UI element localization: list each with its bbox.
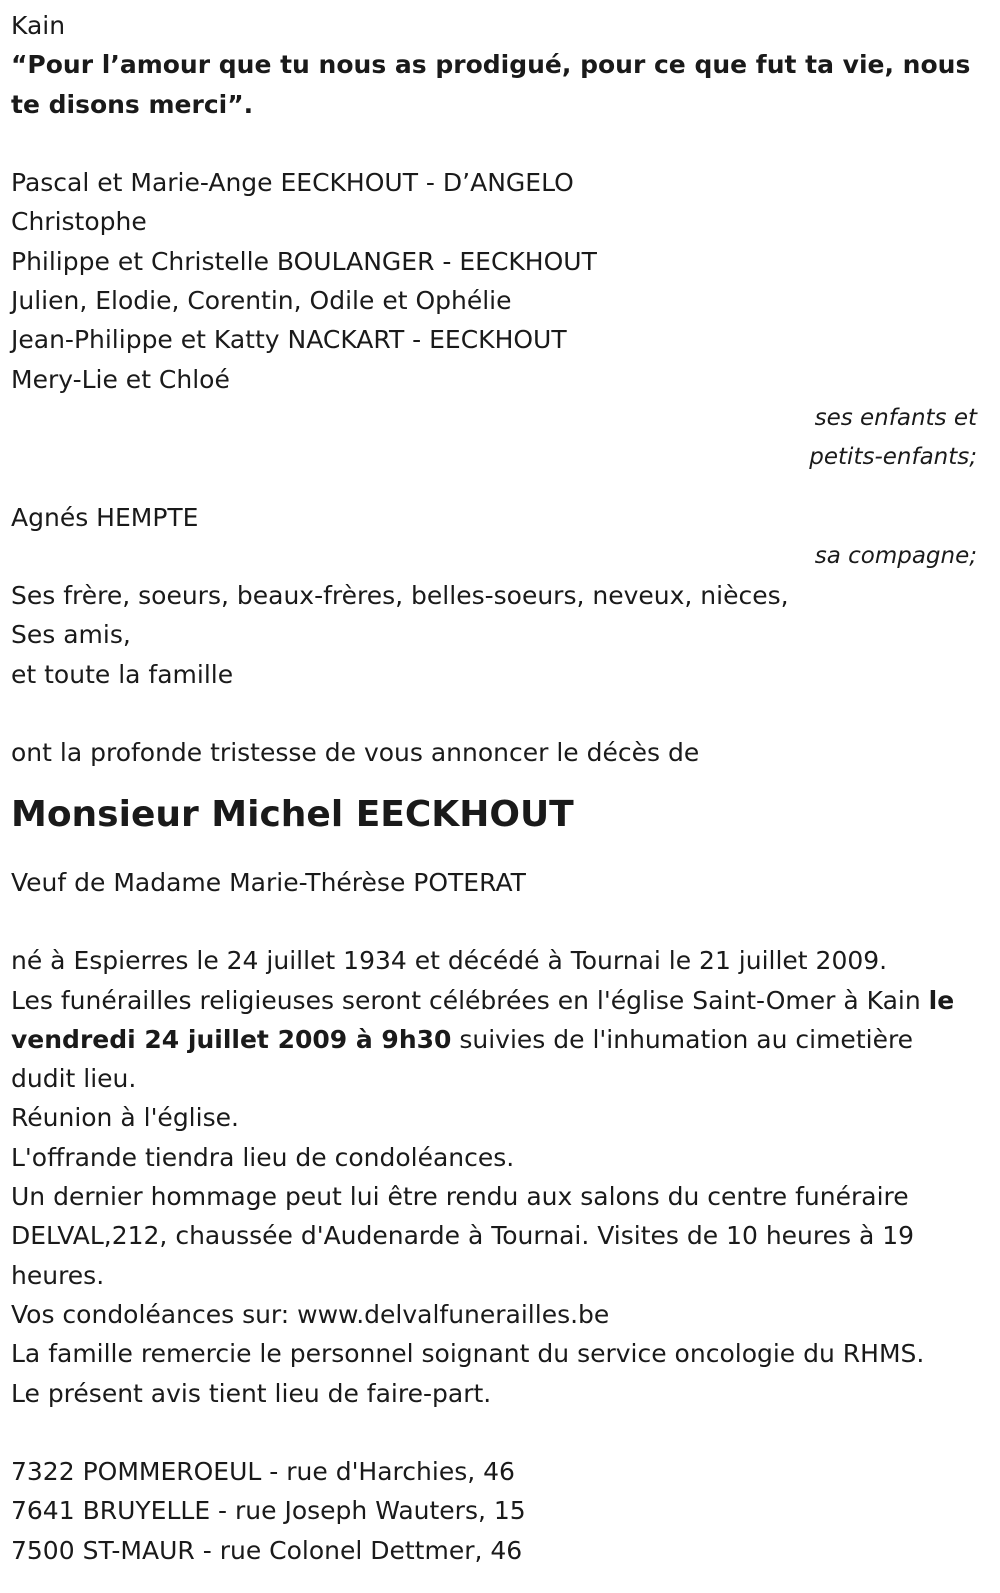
children-role: petits-enfants;	[809, 444, 977, 471]
family-line: Ses frère, soeurs, beaux-frères, belles-soeurs, neveux, nièces,	[11, 581, 789, 611]
obituary-notice	[11, 6, 981, 1570]
companion-role: sa compagne;	[814, 542, 977, 569]
location: Kain	[11, 11, 66, 40]
memorial-quote: “Pour l’amour que tu nous as prodigué, pour ce que fut ta vie, nous te disons merci”.	[11, 50, 971, 119]
family-list	[11, 576, 981, 694]
announcement: ont la profonde tristesse de vous annoncer le décès de	[11, 738, 700, 768]
address-line: 7500 ST-MAUR - rue Colonel Dettmer, 46	[11, 1535, 523, 1565]
children-role: ses enfants et	[814, 404, 977, 431]
children-line: Pascal et Marie-Ange EECKHOUT - D’ANGELO	[11, 168, 574, 198]
family-line: Ses amis,	[11, 620, 131, 650]
notice: Le présent avis tient lieu de faire-part.	[11, 1378, 492, 1408]
address-line: 7641 BRUYELLE - rue Joseph Wauters, 15	[11, 1496, 526, 1526]
thanks: La famille remercie le personnel soignant du service oncologie du RHMS.	[11, 1339, 925, 1369]
condolences-link: Vos condoléances sur: www.delvalfunerailles.be	[11, 1299, 610, 1329]
children-line: Jean-Philippe et Katty NACKART - EECKHOUT	[11, 325, 567, 355]
deceased-name: Monsieur Michel EECKHOUT	[11, 793, 574, 835]
address-line: 7322 POMMEROEUL - rue d'Harchies, 46	[11, 1457, 515, 1487]
companion-name: Agnés HEMPTE	[11, 502, 199, 532]
detail-line: Réunion à l'église.	[11, 1103, 239, 1133]
children-list	[11, 163, 981, 399]
children-line: Christophe	[11, 207, 147, 237]
widower-of: Veuf de Madame Marie-Thérèse POTERAT	[11, 867, 526, 897]
funeral-intro: Les funérailles religieuses seront célébrées en l'église Saint-Omer à Kain	[11, 985, 929, 1015]
tribute-info: Un dernier hommage peut lui être rendu aux salons du centre funéraire DELVAL,212, chaussée d'Audenarde à Tournai. Visites de 10 heures à 19 heures.	[11, 1182, 915, 1290]
address-list	[11, 1452, 981, 1570]
family-line: et toute la famille	[11, 659, 234, 689]
children-line: Philippe et Christelle BOULANGER - EECKHOUT	[11, 246, 597, 276]
children-line: Julien, Elodie, Corentin, Odile et Ophélie	[11, 286, 512, 316]
detail-line: L'offrande tiendra lieu de condoléances.	[11, 1142, 515, 1172]
birth-death: né à Espierres le 24 juillet 1934 et décédé à Tournai le 21 juillet 2009.	[11, 946, 888, 976]
funeral-rest: suivies de l'inhumation au cimetière dudit lieu.	[11, 1024, 914, 1094]
children-line: Mery-Lie et Chloé	[11, 364, 230, 394]
funeral-date-time: le vendredi 24 juillet 2009 à 9h30	[11, 985, 955, 1054]
funeral-info	[11, 981, 981, 1099]
